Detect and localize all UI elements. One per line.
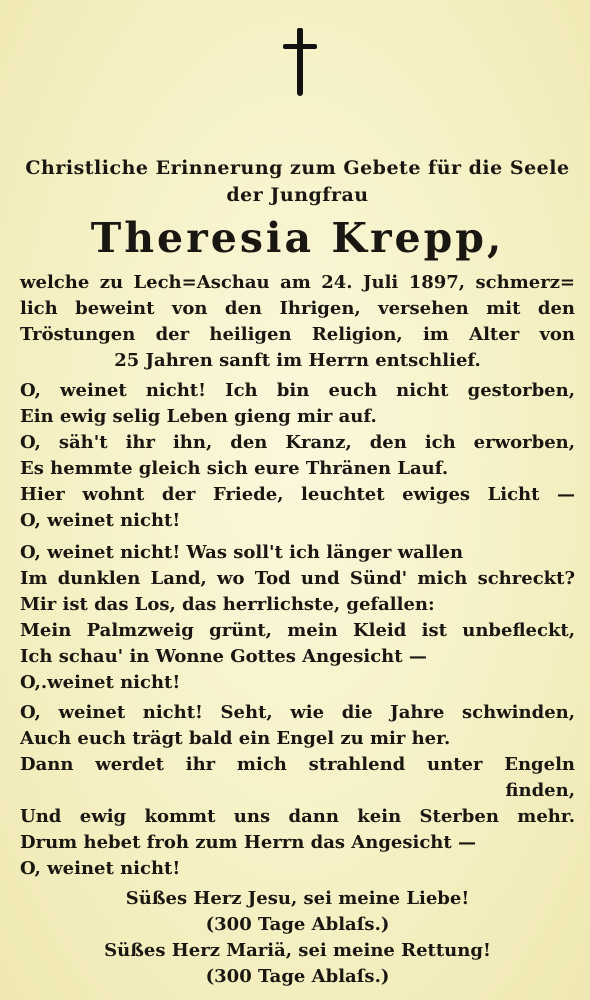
verse-line: Hier wohnt der Friede, leuchtet ewiges Licht — — [20, 484, 575, 505]
verse-3 — [20, 700, 575, 882]
intro-line: welche zu Lech=Aschau am 24. Juli 1897, schmerz= — [20, 272, 575, 293]
verse-line: Dann werdet ihr mich strahlend unter Engeln — [20, 754, 575, 775]
verse-line: O,.weinet nicht! — [20, 672, 181, 693]
verse-1 — [20, 378, 575, 534]
deceased-name: Theresia Krepp, — [90, 214, 505, 262]
verse-line: O, weinet nicht! Ich bin euch nicht gestorben, — [20, 380, 575, 401]
verse-line: O, säh't ihr ihn, den Kranz, den ich erworben, — [20, 432, 575, 453]
verse-line: Mir ist das Los, das herrlichste, gefallen: — [20, 594, 435, 615]
verse-line: Ein ewig selig Leben gieng mir auf. — [20, 406, 377, 427]
closing-prayers — [20, 886, 575, 990]
intro-line: Tröstungen der heiligen Religion, im Alter von — [20, 324, 575, 345]
verse-2 — [20, 540, 575, 696]
verse-line: Drum hebet froh zum Herrn das Angesicht — — [20, 832, 476, 853]
indulgence-note: (300 Tage Ablaſs.) — [205, 966, 390, 987]
verse-line: Ich schau' in Wonne Gottes Angesicht — — [20, 646, 427, 667]
verse-line: O, weinet nicht! Seht, wie die Jahre schwinden, — [20, 702, 575, 723]
indulgence-note: (300 Tage Ablaſs.) — [205, 914, 390, 935]
header — [20, 155, 575, 209]
verse-line: O, weinet nicht! Was soll't ich länger wallen — [20, 542, 464, 563]
cross-icon — [283, 28, 317, 98]
intro-line: lich beweint von den Ihrigen, versehen mit den — [20, 298, 575, 319]
verse-line: Und ewig kommt uns dann kein Sterben mehr. — [20, 806, 575, 827]
verse-line: O, weinet nicht! — [20, 510, 181, 531]
verse-line: Mein Palmzweig grünt, mein Kleid ist unbefleckt, — [20, 620, 575, 641]
prayer-line: Süßes Herz Mariä, sei meine Rettung! — [104, 940, 491, 961]
verse-line: O, weinet nicht! — [20, 858, 181, 879]
verse-line: Auch euch trägt bald ein Engel zu mir her. — [20, 728, 451, 749]
verse-line: finden, — [505, 780, 575, 801]
prayer-line: Süßes Herz Jesu, sei meine Liebe! — [125, 888, 470, 909]
intro-paragraph — [20, 270, 575, 374]
verse-line: Es hemmte gleich sich eure Thränen Lauf. — [20, 458, 449, 479]
verse-line: Im dunklen Land, wo Tod und Sünd' mich schreckt? — [20, 568, 575, 589]
header-line-2: der Jungfrau — [226, 184, 369, 206]
header-line-1: Christliche Erinnerung zum Gebete für die Seele — [25, 157, 570, 179]
intro-line: 25 Jahren sanft im Herrn entschlief. — [114, 350, 481, 371]
